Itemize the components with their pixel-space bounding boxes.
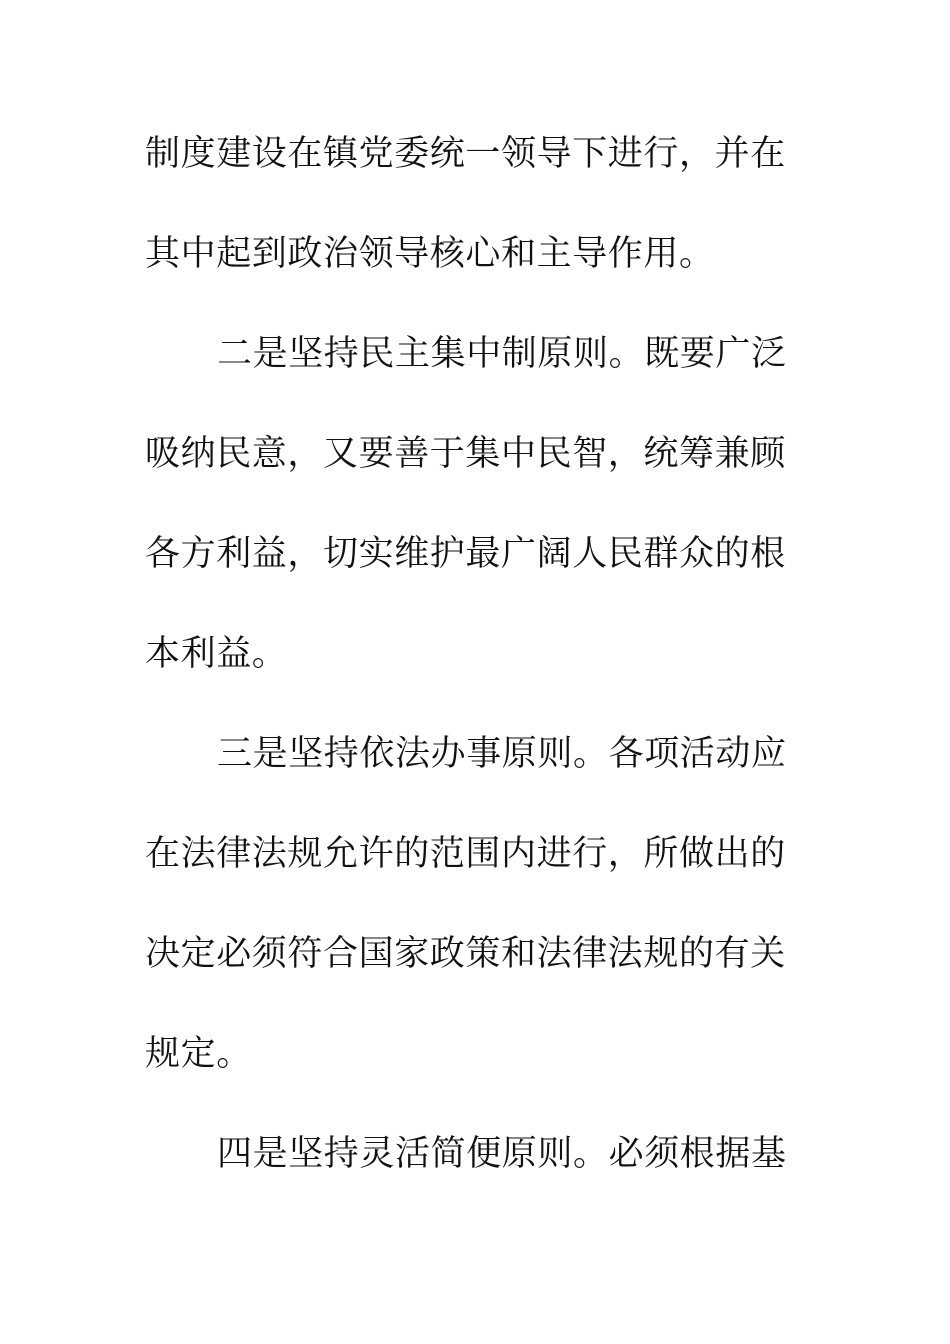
text-line: 制度建设在镇党委统一领导下进行，并在 xyxy=(145,134,786,174)
text-line: 决定必须符合国家政策和法律法规的有关 xyxy=(145,934,786,974)
paragraph-start-line: 三是坚持依法办事原则。各项活动应 xyxy=(217,734,787,774)
text-line: 吸纳民意，又要善于集中民智，统筹兼顾 xyxy=(145,434,786,474)
text-line: 规定。 xyxy=(145,1034,252,1074)
paragraph-start-line: 四是坚持灵活简便原则。必须根据基 xyxy=(217,1134,787,1174)
text-line: 本利益。 xyxy=(145,634,288,674)
document-body xyxy=(145,126,785,1226)
paragraph-start-line: 二是坚持民主集中制原则。既要广泛 xyxy=(217,334,787,374)
text-line: 各方利益，切实维护最广阔人民群众的根 xyxy=(145,534,786,574)
text-line: 其中起到政治领导核心和主导作用。 xyxy=(145,234,715,274)
text-line: 在法律法规允许的范围内进行，所做出的 xyxy=(145,834,786,874)
